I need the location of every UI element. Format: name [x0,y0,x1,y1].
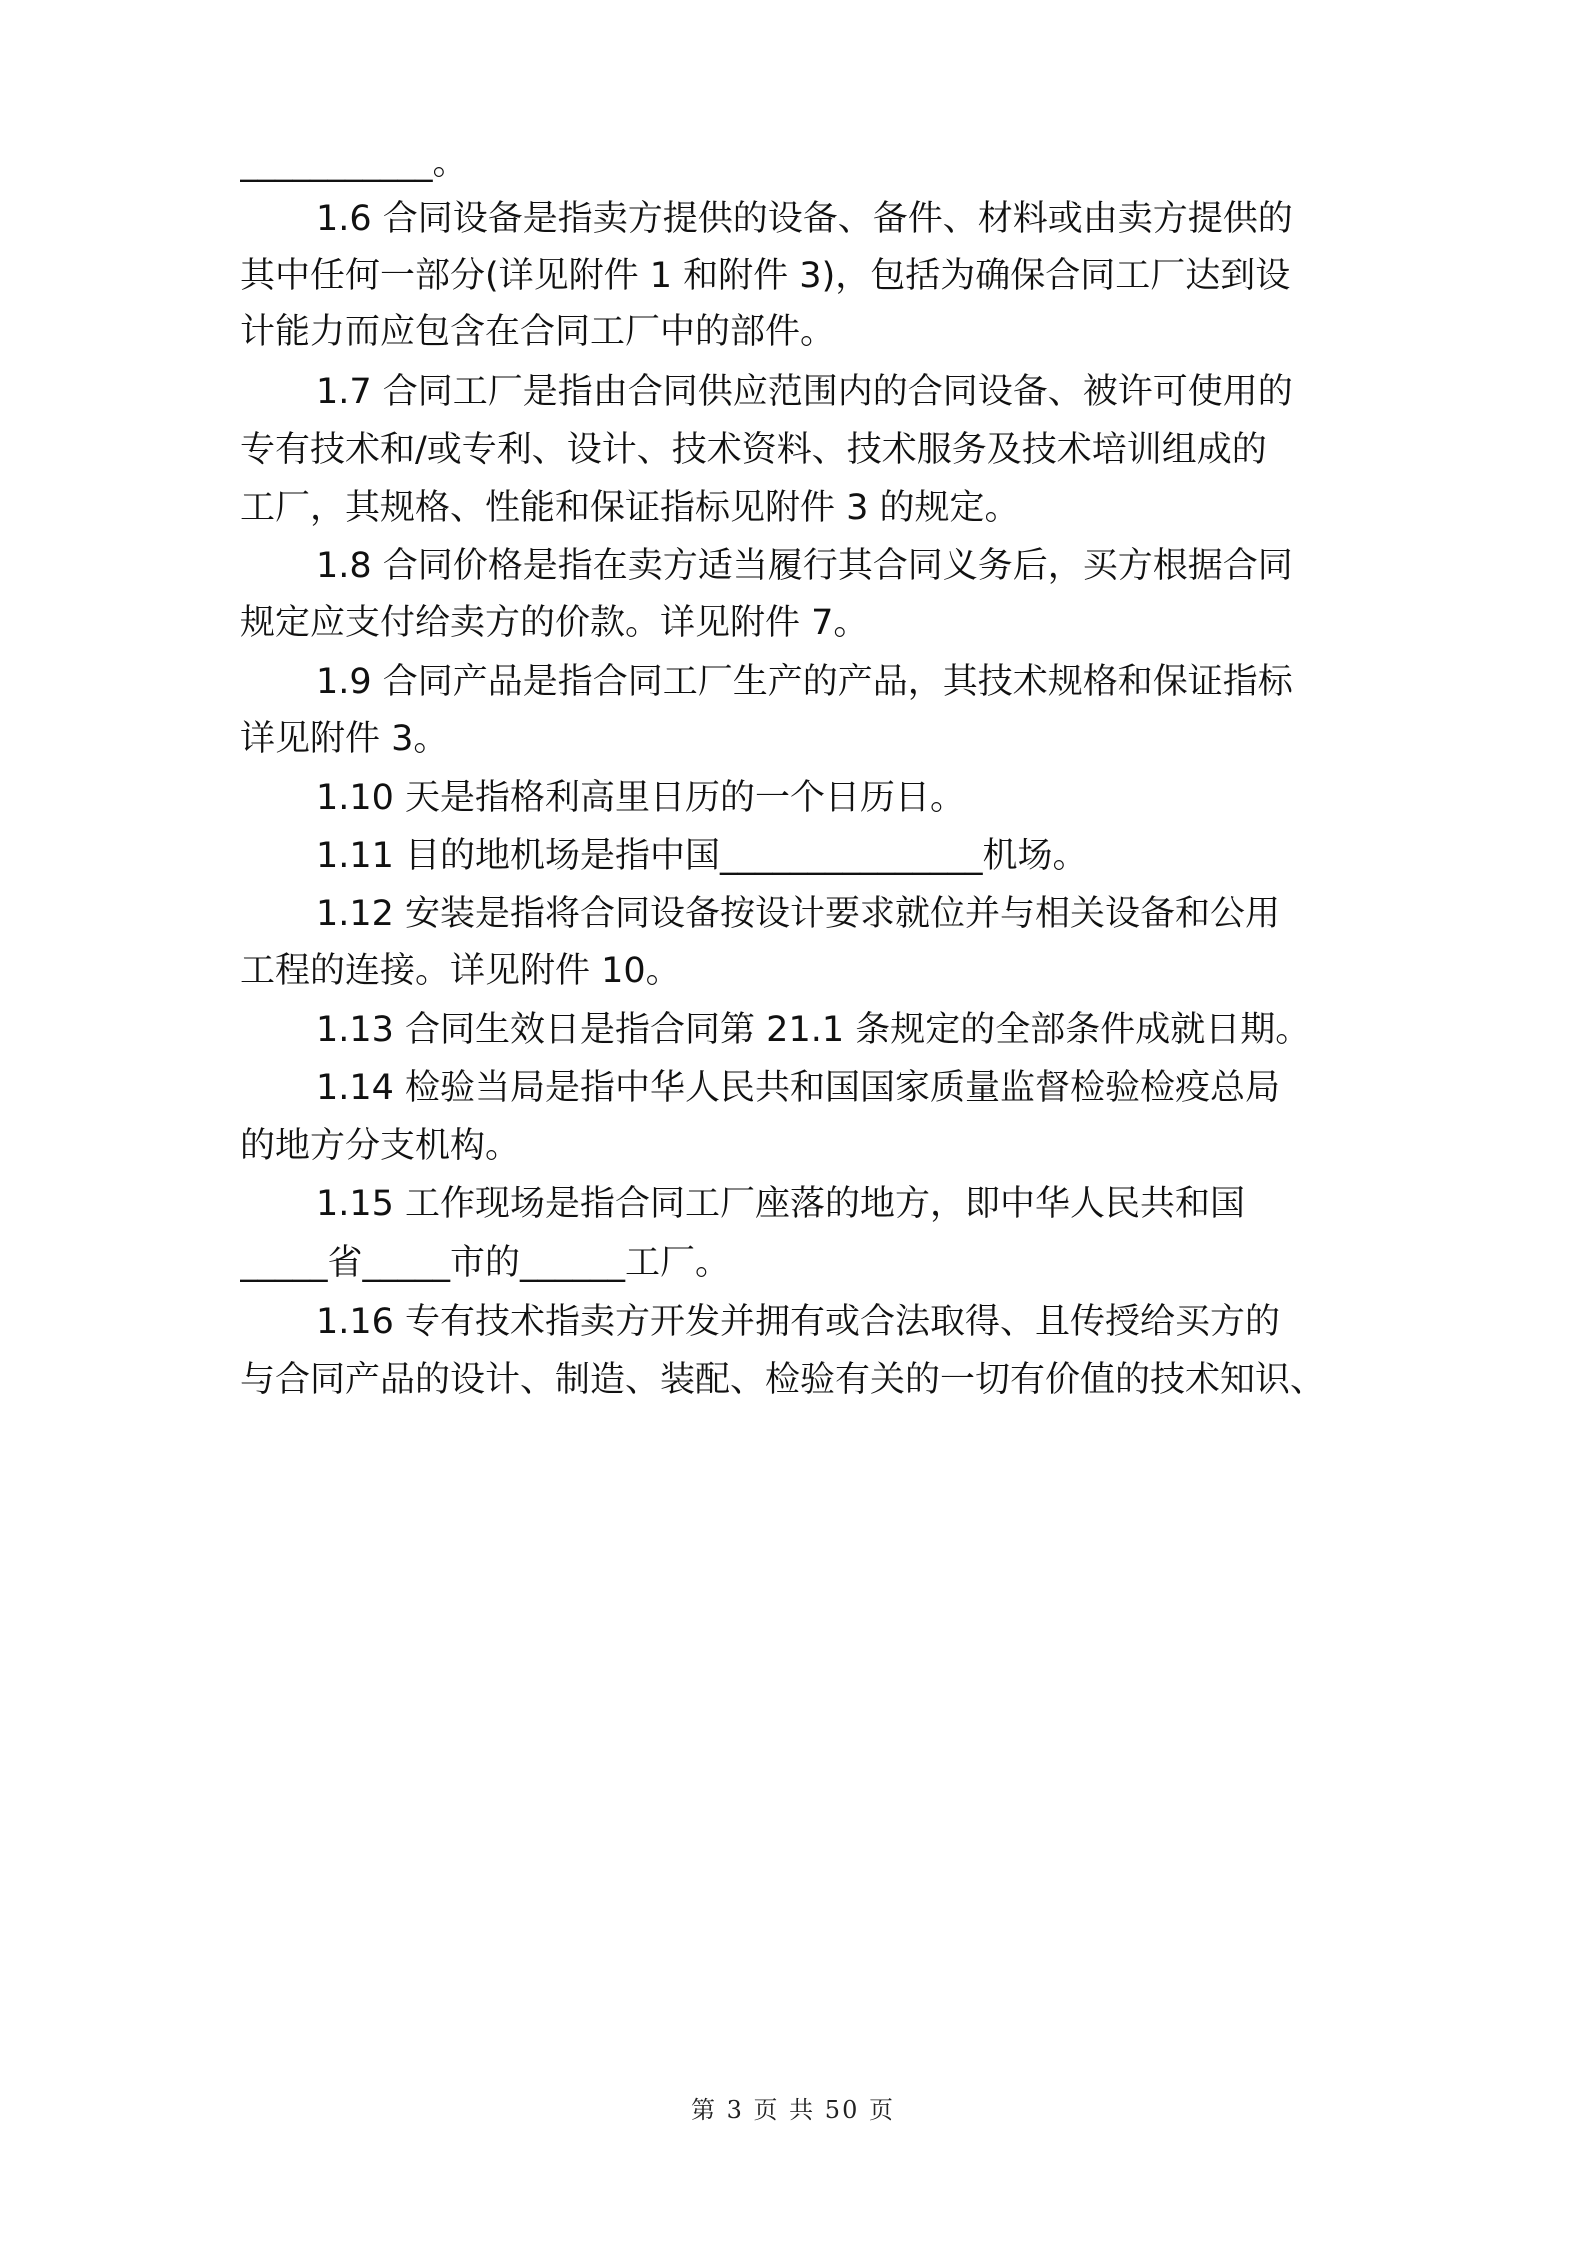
text-line-6: 工厂，其规格、性能和保证指标见附件 3 的规定。 [240,488,1020,528]
text-line-21: 与合同产品的设计、制造、装配、检验有关的一切有价值的技术知识、 [240,1360,1326,1400]
text-line-10: 详见附件 3。 [240,719,449,759]
text-line-7: 1.8 合同价格是指在卖方适当履行其合同义务后，买方根据合同 [316,546,1293,586]
text-line-20: 1.16 专有技术指卖方开发并拥有或合法取得、且传授给买方的 [316,1302,1281,1342]
text-line-8: 规定应支付给卖方的价款。详见附件 7。 [240,603,869,643]
text-line-11: 1.10 天是指格利高里日历的一个日历日。 [316,778,966,818]
text-line-0: ___________。 [240,143,468,183]
text-line-9: 1.9 合同产品是指合同工厂生产的产品，其技术规格和保证指标 [316,662,1293,702]
page-number-footer: 第 3 页 共 50 页 [691,2096,895,2124]
text-line-15: 1.13 合同生效日是指合同第 21.1 条规定的全部条件成就日期。 [316,1010,1311,1050]
text-line-14: 工程的连接。详见附件 10。 [240,951,681,991]
text-line-3: 计能力而应包含在合同工厂中的部件。 [240,312,836,352]
text-line-13: 1.12 安装是指将合同设备按设计要求就位并与相关设备和公用 [316,894,1281,934]
text-line-1: 1.6 合同设备是指卖方提供的设备、备件、材料或由卖方提供的 [316,199,1293,239]
text-line-18: 1.15 工作现场是指合同工厂座落的地方，即中华人民共和国 [316,1184,1246,1224]
text-line-19: _____省_____市的______工厂。 [240,1243,731,1283]
text-line-2: 其中任何一部分(详见附件 1 和附件 3)，包括为确保合同工厂达到设 [240,256,1291,296]
text-line-16: 1.14 检验当局是指中华人民共和国国家质量监督检验检疫总局 [316,1068,1281,1108]
text-line-17: 的地方分支机构。 [240,1126,521,1166]
text-line-5: 专有技术和/或专利、设计、技术资料、技术服务及技术培训组成的 [240,430,1267,470]
text-line-4: 1.7 合同工厂是指由合同供应范围内的合同设备、被许可使用的 [316,372,1293,412]
text-line-12: 1.11 目的地机场是指中国_______________机场。 [316,836,1088,876]
